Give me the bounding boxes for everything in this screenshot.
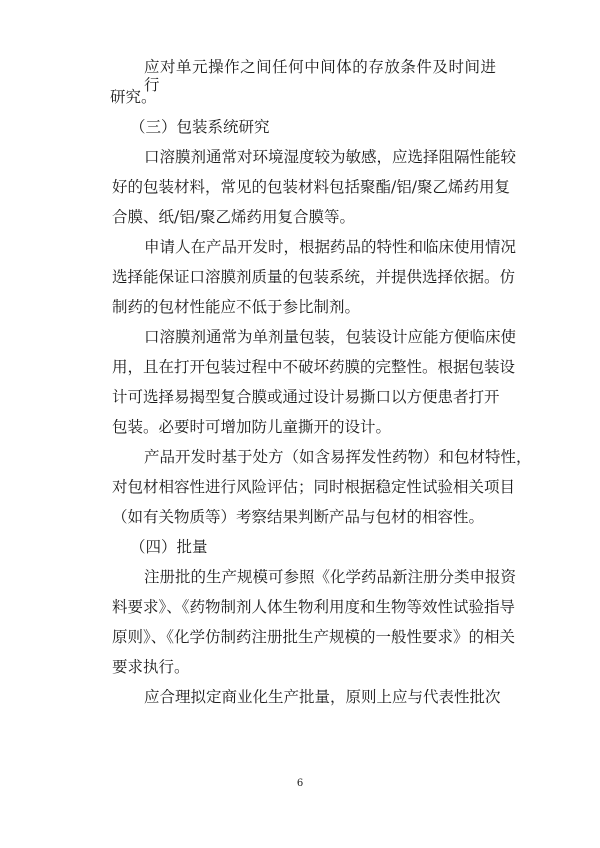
document-body — [110, 58, 532, 718]
paragraph-line: 好的包装材料，常见的包装材料包括聚酯/铝/聚乙烯药用复 — [112, 178, 510, 196]
paragraph-line: （如有关物质等）考察结果判断产品与包材的相容性。 — [112, 508, 485, 526]
page-number: 6 — [296, 778, 304, 789]
paragraph-line: 要求执行。 — [112, 658, 190, 676]
paragraph-line: 制药的包材性能应不低于参比制剂。 — [112, 298, 361, 316]
paragraph-line: 口溶膜剂通常对环境湿度较为敏感，应选择阻隔性能较 — [144, 148, 517, 166]
paragraph-line: 选择能保证口溶膜剂质量的包装系统，并提供选择依据。仿 — [112, 268, 516, 286]
section-heading-packaging: （三）包装系统研究 — [130, 118, 270, 136]
paragraph-line: 用，且在打开包装过程中不破坏药膜的完整性。根据包装设 — [112, 358, 516, 376]
paragraph-line: 注册批的生产规模可参照《化学药品新注册分类申报资 — [144, 568, 517, 586]
paragraph-line: 应对单元操作之间任何中间体的存放条件及时间进行 — [144, 58, 496, 94]
paragraph-line: 原则》、《化学仿制药注册批生产规模的一般性要求》的相关 — [112, 628, 516, 646]
paragraph-line: 申请人在产品开发时，根据药品的特性和临床使用情况 — [144, 238, 517, 256]
paragraph-line: 包装。必要时可增加防儿童撕开的设计。 — [112, 418, 392, 436]
paragraph-line: 对包材相容性进行风险评估；同时根据稳定性试验相关项目 — [112, 478, 516, 496]
paragraph-line: 产品开发时基于处方（如含易挥发性药物）和包材特性， — [144, 448, 532, 466]
paragraph-line: 应合理拟定商业化生产批量，原则上应与代表性批次 — [144, 688, 501, 706]
paragraph-line: 料要求》、《药物制剂人体生物利用度和生物等效性试验指导 — [112, 598, 516, 616]
section-heading-batch-size: （四）批量 — [130, 538, 208, 556]
paragraph-line: 口溶膜剂通常为单剂量包装，包装设计应能方便临床使 — [144, 328, 517, 346]
paragraph-line: 研究。 — [110, 88, 157, 106]
paragraph-line: 合膜、纸/铝/聚乙烯药用复合膜等。 — [112, 208, 355, 226]
paragraph-line: 计可选择易揭型复合膜或通过设计易撕口以方便患者打开 — [112, 388, 500, 406]
